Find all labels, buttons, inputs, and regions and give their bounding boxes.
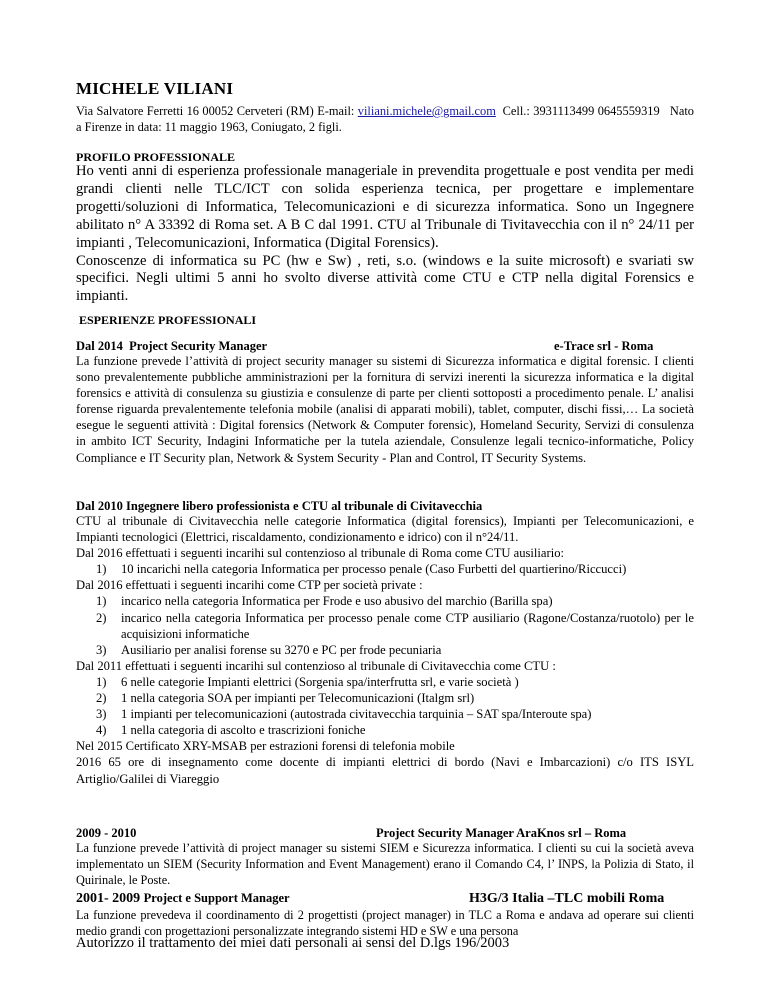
profile-paragraph: Conoscenze di informatica su PC (hw e Sw) , reti, s.o. (windows e la suite microsoft) e svariati sw specifici. Negli ultimi 5 anni ho svolto diverse attività come CTU e CTP nella digital Forensics e impianti.: [76, 252, 694, 305]
job-text: La funzione prevede l’attività di project security manager su sistemi di Sicurezza informatica e digital forensic. I clienti sono prevalentemente pubbliche amministrazioni per la fornitura di servizi inerenti la sicurezza informatica e la digital forensics e attività di consulenza su giustizia e consulenze di parte per clienti sottoposti a procedimento penale. L’ analisi forense riguarda prevalentemente telefonia mobile (analisi di apparati mobili), tablet, computer, dischi fissi,… La società esegue le seguenti attività : Digital forensics (Network & Computer forensic), Homeland Security, Servizi di consulenza in ambito ICT Security, Indagini Informatiche per la tutela aziendale, Consulenze legali tecnico-informatiche, Policy Compliance e IT Security plan, Network & System Security - Plan and Control, IT Security Systems.: [76, 354, 694, 465]
teaching-line: 2016 65 ore di insegnamento come docente di impianti elettrici di bordo (Navi e Imbarcazioni) c/o ITS ISYL Artiglio/Galilei di Viareggio: [76, 755, 694, 786]
list-item: 1) 6 nelle categorie Impianti elettrici (Sorgenia spa/interfrutta srl, e varie società ): [96, 674, 519, 689]
civ-ctu-line: Dal 2011 effettuati i seguenti incarihi sul contenzioso al tribunale di Civitavecchia come CTU :: [76, 658, 556, 673]
job-period: Dal 2014: [76, 339, 123, 353]
job-company: H3G/3 Italia –TLC mobili Roma: [469, 891, 665, 906]
certification-line: Nel 2015 Certificato XRY-MSAB per estrazioni forensi di telefonia mobile: [76, 739, 455, 754]
roma-ctu-line: Dal 2016 effettuati i seguenti incarihi sul contenzioso al tribunale di Roma come CTU ausiliario:: [76, 546, 565, 561]
job-intro: CTU al tribunale di Civitavecchia nelle categorie Informatica (digital forensics), Impianti per Telecomunicazioni, e Impianti tecnologici (Elettrici, riscaldamento, condizionamento e idrico) con il n°24/11.: [76, 514, 694, 545]
list-item: 4) 1 nella categoria di ascolto e trascrizioni foniche: [96, 723, 366, 738]
address: Via Salvatore Ferretti 16 00052 Cerveteri (RM): [76, 104, 314, 118]
list-item: 3) 1 impianti per telecomunicazioni (autostrada civitavecchia tarquinia – SAT spa/Interoute spa): [96, 707, 592, 722]
roma-ctu-list: [76, 561, 694, 577]
job-text: La funzione prevedeva il coordinamento di 2 progettisti (project manager) in TLC a Roma e andava ad operare sui clienti medio grandi con progettazioni personalizzate integrando sistemi HD e SW e una persona: [76, 908, 694, 938]
experience-title: ESPERIENZE PROFESSIONALI: [79, 313, 257, 327]
civ-ctu-list: [76, 674, 694, 738]
list-item: 2) 1 nella categoria SOA per impianti per Telecomunicazioni (Italgm srl): [96, 691, 475, 706]
profile-title: PROFILO PROFESSIONALE: [76, 150, 236, 164]
contact-block: [76, 103, 694, 135]
list-item: 3) Ausiliario per analisi forense su 3270 e PC per frode pecuniaria: [96, 642, 442, 657]
job-role: Project e Support Manager: [143, 891, 290, 905]
phone-number: 0645559319: [597, 104, 660, 118]
ctp-list: [76, 593, 694, 657]
cv-name: MICHELE VILIANI: [76, 79, 234, 98]
job-heading: Dal 2010 Ingegnere libero professionista e CTU al tribunale di Civitavecchia: [76, 499, 483, 513]
cell-label: Cell.:: [502, 104, 530, 118]
list-item: 1) 10 incarichi nella categoria Informatica per processo penale (Caso Furbetti del quartierino/Riccucci): [96, 562, 627, 577]
job-period: 2009 - 2010: [76, 826, 137, 840]
job-description: [76, 353, 694, 466]
job-heading: [76, 826, 694, 841]
job-company: e-Trace srl - Roma: [554, 339, 654, 353]
ctp-line: Dal 2016 effettuati i seguenti incarihi come CTP per società private :: [76, 578, 423, 593]
job-description: [76, 840, 694, 888]
profile-text: [76, 163, 694, 306]
email-label: E-mail:: [317, 104, 355, 118]
birth-info: Nato a Firenze in data: 11 maggio 1963, Coniugato, 2 figli.: [76, 104, 694, 134]
list-item: 2) incarico nella categoria Informatica per processo penale come CTP ausiliario (Ragone/Costanza/ruotolo) per le acquisizioni informatiche: [96, 610, 694, 641]
cell-number: 3931113499: [533, 104, 595, 118]
job-text: La funzione prevede l’attività di project manager su sistemi SIEM e Sicurezza informatica. I clienti su cui la società aveva implementato un SIEM (Security Information and Event Management) erano il Comando C4, l’ INPS, la Polizia di Stato, il Quirinale, le Poste.: [76, 841, 694, 887]
list-item: 1) incarico nella categoria Informatica per Frode e uso abusivo del marchio (Barilla spa): [96, 594, 553, 609]
privacy-consent: Autorizzo il trattamento dei miei dati personali ai sensi del D.lgs 196/2003: [76, 935, 510, 951]
job-role: Project Security Manager: [129, 339, 268, 353]
job-heading: [76, 891, 694, 907]
job-role: Project Security Manager AraKnos srl – Roma: [376, 826, 627, 840]
job-period: 2001- 2009: [76, 891, 141, 906]
job-heading: [76, 339, 694, 354]
job-description: [76, 513, 694, 787]
email-link[interactable]: viliani.michele@gmail.com: [357, 104, 496, 118]
profile-paragraph: Ho venti anni di esperienza professionale manageriale in prevendita progettuale e post vendita per medi grandi clienti nelle TLC/ICT con solida esperienza tecnica, per progettare e implementare progetti/soluzioni di Informatica, Telecomunicazioni e di sicurezza informatica. Sono un Ingegnere abilitato n° A 33392 di Roma set. A B C dal 1991. CTU al Tribunale di Tivitavecchia con il n° 24/11 per impianti , Telecomunicazioni, Informatica (Digital Forensics).: [76, 163, 694, 251]
